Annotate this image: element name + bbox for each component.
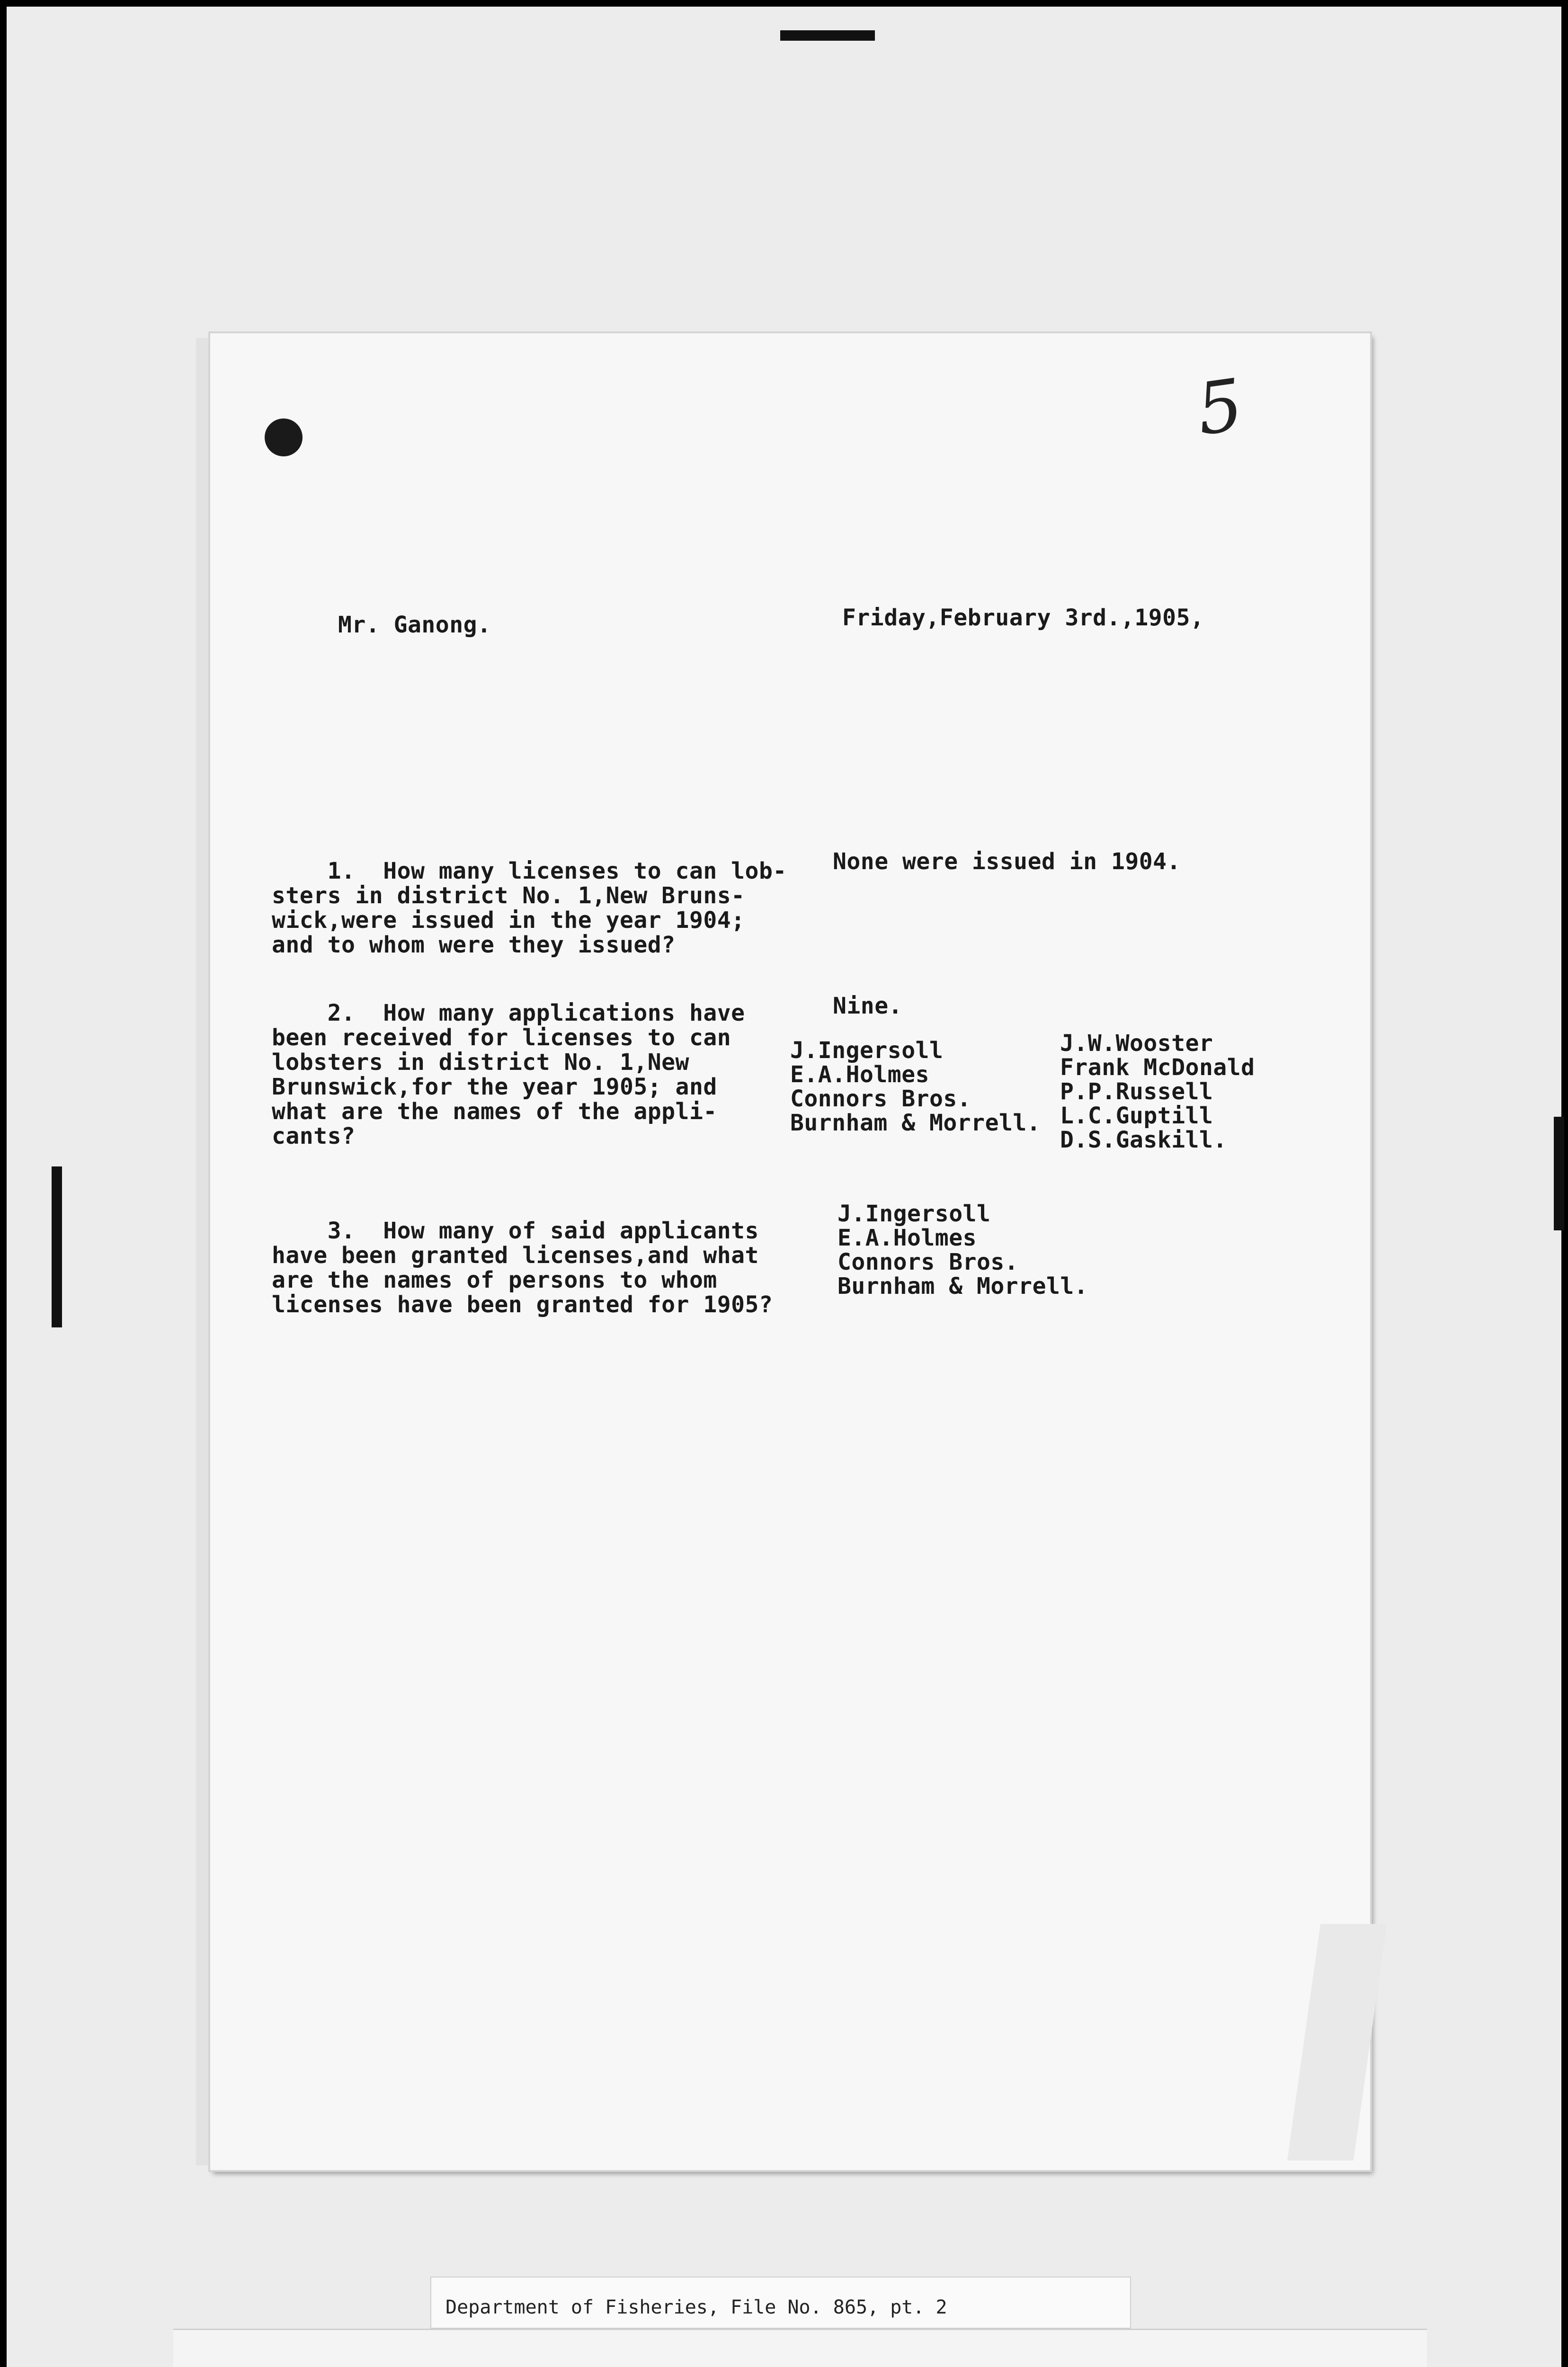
licensee-names: J.Ingersoll E.A.Holmes Connors Bros. Burnham & Morrell. — [837, 1201, 1088, 1299]
applicant-names-left: J.Ingersoll E.A.Holmes Connors Bros. Burnham & Morrell. — [790, 1037, 1041, 1136]
addressee: Mr. Ganong. — [338, 612, 491, 638]
archive-reference-text: Department of Fisheries, File No. 865, pt. 2 — [445, 2296, 947, 2318]
question-1-answer: None were issued in 1904. — [833, 848, 1181, 875]
film-registration-mark — [780, 30, 875, 41]
question-2-answer: Nine. — [833, 993, 902, 1019]
question-1-text: 1. How many licenses to can lob- sters in district No. 1,New Bruns- wick,were issued in the year 1904; and to whom were they issued? — [272, 858, 787, 958]
archive-reference-slip — [430, 2277, 1131, 2329]
question-3-text: 3. How many of said applicants have been granted licenses,and what are the names of persons to whom licenses have been granted for 1905? — [272, 1218, 773, 1318]
archive-stamp — [173, 2329, 1427, 2367]
letter-date: Friday,February 3rd.,1905, — [842, 605, 1204, 631]
film-edge-mark-left — [52, 1166, 62, 1327]
punch-hole — [265, 418, 303, 456]
film-edge-mark-right — [1554, 1117, 1564, 1230]
question-2-text: 2. How many applications have been received for licenses to can lobsters in district No. 1,New Brunswick,for the year 1905; and what are the names of the appli- cants? — [272, 1000, 745, 1149]
applicant-names-right: J.W.Wooster Frank McDonald P.P.Russell L.C.Guptill D.S.Gaskill. — [1060, 1030, 1255, 1153]
handwritten-page-number: 5 — [1192, 364, 1248, 452]
